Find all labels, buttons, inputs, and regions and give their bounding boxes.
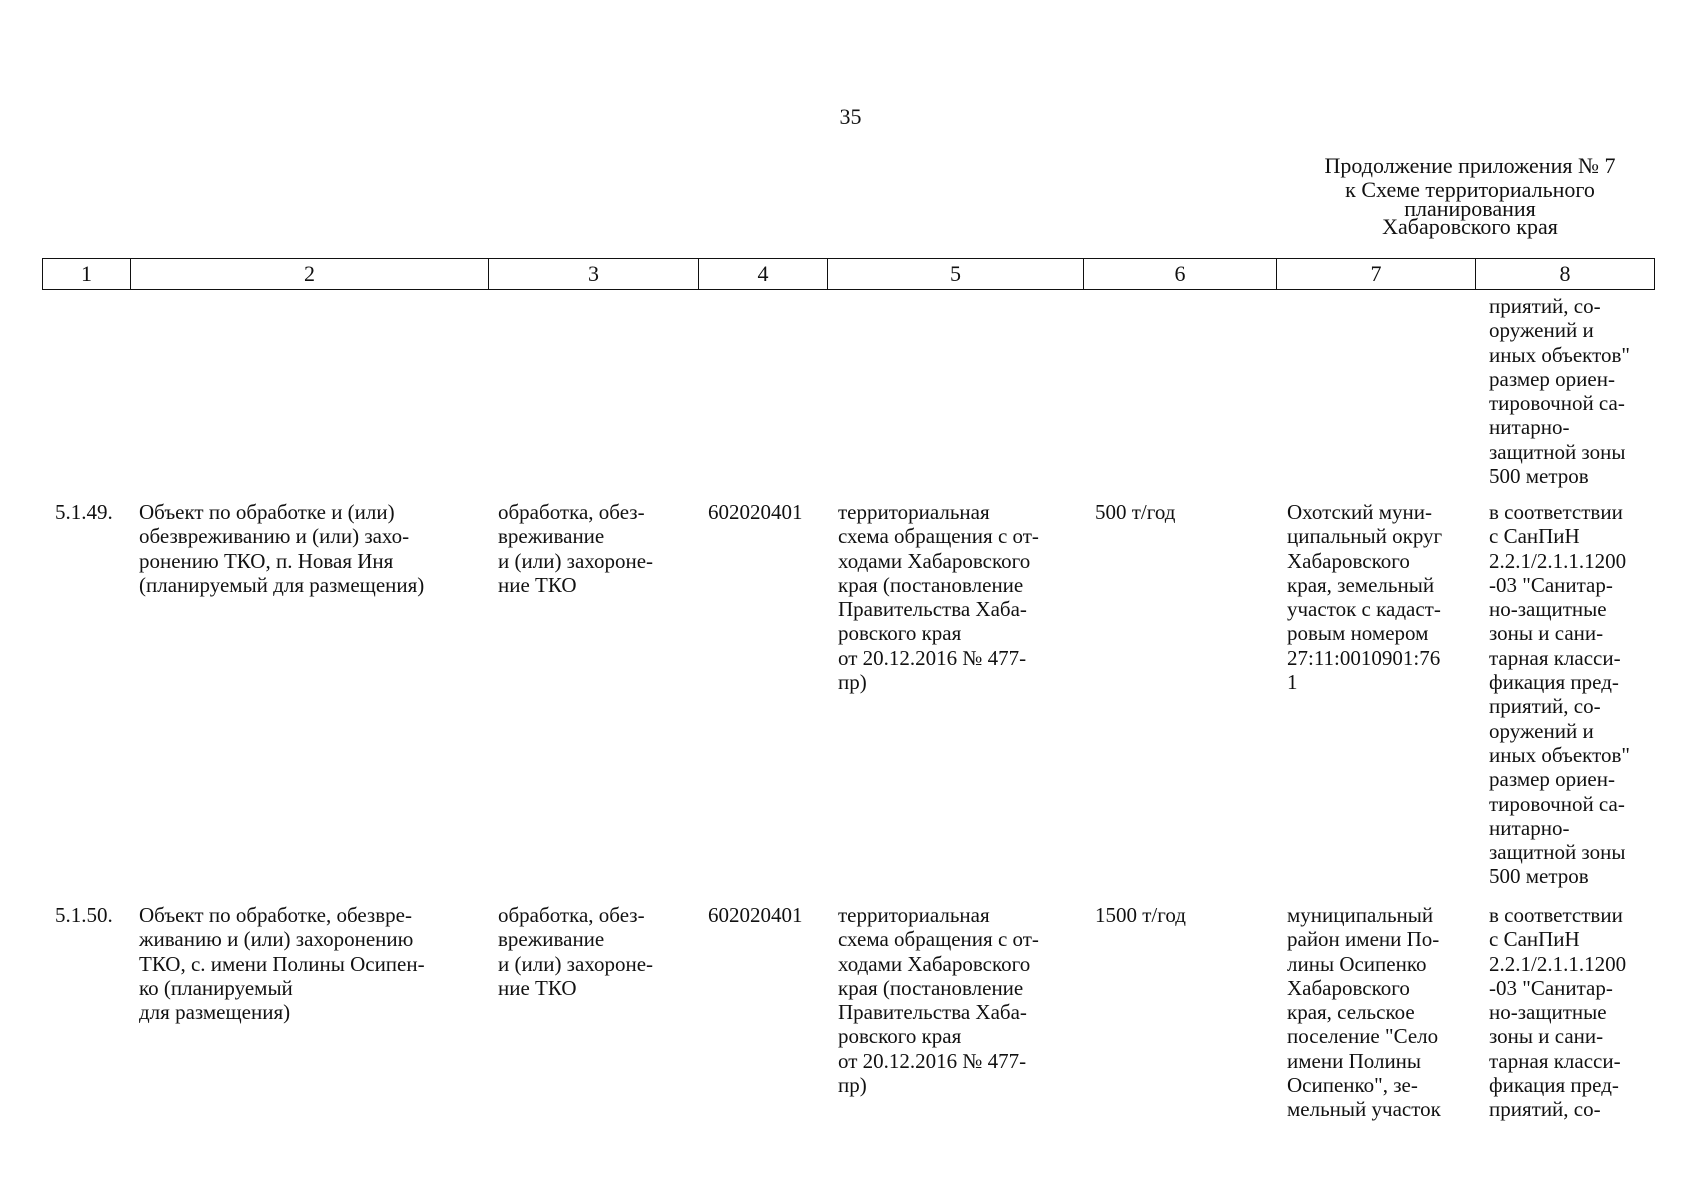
row-number: 5.1.49. (55, 500, 113, 524)
header-col-4: 4 (699, 259, 828, 290)
row-number: 5.1.50. (55, 903, 113, 927)
object-purpose: обработка, обез- вреживание и (или) захороне- ние ТКО (498, 500, 654, 597)
annex-line-4: Хабаровского края (1382, 214, 1558, 239)
capacity: 500 т/год (1095, 500, 1176, 524)
column-number-header (42, 258, 1655, 290)
header-col-8: 8 (1476, 259, 1655, 290)
annex-heading (1300, 154, 1640, 238)
annex-line-1: Продолжение приложения № 7 (1324, 153, 1616, 178)
continuation-zone-text: приятий, со- оружений и иных объектов" размер ориен- тировочной са- нитарно- защитной зоны 500 метров (1489, 294, 1630, 489)
object-code: 602020401 (708, 500, 803, 524)
page-number: 35 (839, 104, 862, 129)
sanitary-zone: в соответствии с СанПиН 2.2.1/2.1.1.1200 -03 "Санитар- но-защитные зоны и сани- тарная класси- фикация пред- приятий, со- (1489, 903, 1627, 1122)
location: муниципальный район имени По- лины Осипенко Хабаровского края, сельское поселение "Село имени Полины Осипенко", зе- мельный участок (1287, 903, 1441, 1122)
basis-document: территориальная схема обращения с от- ходами Хабаровского края (постановление Правительства Хаба- ровского края от 20.12.2016 № 477- пр) (838, 500, 1039, 695)
header-col-1: 1 (43, 259, 131, 290)
annex-line-3: планирования (1404, 196, 1536, 221)
location: Охотский муни- ципальный округ Хабаровского края, земельный участок с кадаст- ровым номером 27:11:0010901:76 1 (1287, 500, 1443, 695)
object-name: Объект по обработке, обезвре- живанию и (или) захоронению ТКО, с. имени Полины Осипен- ко (планируемый для размещения) (139, 903, 425, 1025)
header-col-7: 7 (1277, 259, 1476, 290)
header-col-3: 3 (489, 259, 699, 290)
sanitary-zone: в соответствии с СанПиН 2.2.1/2.1.1.1200 -03 "Санитар- но-защитные зоны и сани- тарная класси- фикация пред- приятий, со- оружений и иных объектов" размер ориен- тировочной са- нитарно- защитной зоны 500 метров (1489, 500, 1630, 889)
basis-document: территориальная схема обращения с от- ходами Хабаровского края (постановление Правительства Хаба- ровского края от 20.12.2016 № 477- пр) (838, 903, 1039, 1098)
annex-line-2: к Схеме территориального (1345, 177, 1595, 202)
object-purpose: обработка, обез- вреживание и (или) захороне- ние ТКО (498, 903, 654, 1000)
header-col-5: 5 (828, 259, 1084, 290)
capacity: 1500 т/год (1095, 903, 1186, 927)
header-col-2: 2 (131, 259, 489, 290)
object-name: Объект по обработке и (или) обезвреживанию и (или) захо- ронению ТКО, п. Новая Иня (планируемый для размещения) (139, 500, 425, 597)
header-col-6: 6 (1084, 259, 1277, 290)
object-code: 602020401 (708, 903, 803, 927)
